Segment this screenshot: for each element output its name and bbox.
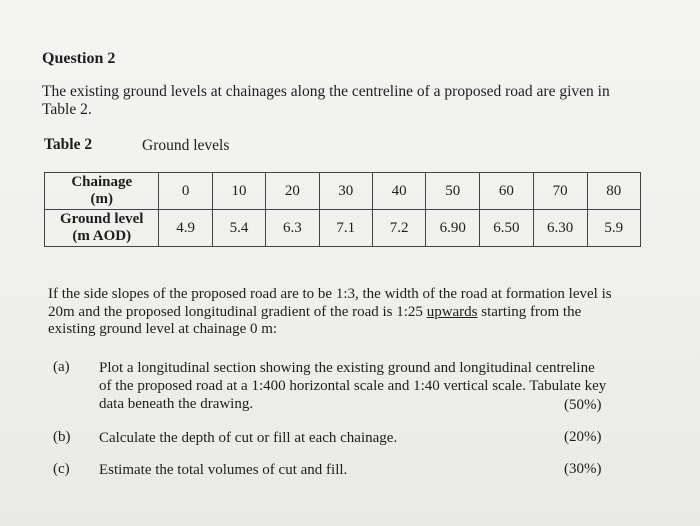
conditions-text-start: If the side slopes of the proposed road are to be 1:3, the width of the road at formation level is 20m and the proposed longitudinal gradient of the road is 1:25 (48, 286, 612, 320)
chainage-row (45, 173, 641, 210)
table-label: Table 2 (44, 136, 93, 153)
chainage-cell: 80 (587, 173, 641, 210)
conditions-paragraph (48, 286, 618, 339)
ground-level-cell: 7.2 (372, 210, 425, 247)
chainage-header-line1: Chainage (71, 174, 133, 190)
chainage-cell: 0 (159, 173, 212, 210)
conditions-underlined-word: upwards (426, 303, 478, 320)
ground-level-row (45, 210, 641, 247)
ground-level-cell: 5.9 (587, 210, 641, 247)
question-intro: The existing ground levels at chainages along the centreline of a proposed road are given in Table 2. (42, 83, 610, 118)
part-b-marks: (20%) (564, 429, 602, 445)
chainage-header (45, 173, 159, 210)
ground-level-cell: 5.4 (212, 210, 265, 247)
chainage-cell: 20 (266, 173, 319, 210)
chainage-cell: 40 (372, 173, 425, 210)
part-b-text: Calculate the depth of cut or fill at each chainage. (99, 430, 398, 446)
chainage-cell: 50 (426, 173, 480, 210)
chainage-cell: 60 (480, 173, 534, 210)
ground-level-cell: 6.30 (533, 210, 587, 247)
chainage-header-line2: (m) (90, 191, 113, 207)
ground-level-cell: 6.3 (266, 210, 319, 247)
ground-levels-table (44, 172, 641, 247)
ground-level-cell: 6.50 (480, 210, 534, 247)
ground-level-cell: 7.1 (319, 210, 372, 247)
question-title: Question 2 (42, 50, 116, 67)
ground-level-cell: 6.90 (426, 210, 480, 247)
table-caption: Ground levels (142, 137, 230, 154)
part-a-label: (a) (53, 359, 70, 375)
part-c-marks: (30%) (564, 461, 602, 477)
conditions-text-end: starting from the existing ground level at chainage 0 m: (48, 303, 582, 337)
chainage-cell: 10 (212, 173, 265, 210)
part-a-text: Plot a longitudinal section showing the existing ground and longitudinal centreline of the proposed road at a 1:400 horizontal scale and 1:40 vertical scale. Tabulate key data beneath the drawing. (99, 360, 607, 412)
part-c-text: Estimate the total volumes of cut and fill. (99, 462, 348, 478)
part-b-label: (b) (53, 429, 71, 445)
chainage-cell: 70 (533, 173, 587, 210)
chainage-cell: 30 (319, 173, 372, 210)
ground-level-header-line2: (m AOD) (72, 228, 132, 244)
ground-level-header (45, 210, 159, 247)
ground-level-header-line1: Ground level (59, 211, 144, 227)
part-a-marks: (50%) (564, 397, 602, 413)
part-c-label: (c) (53, 461, 70, 477)
ground-level-cell: 4.9 (159, 210, 212, 247)
